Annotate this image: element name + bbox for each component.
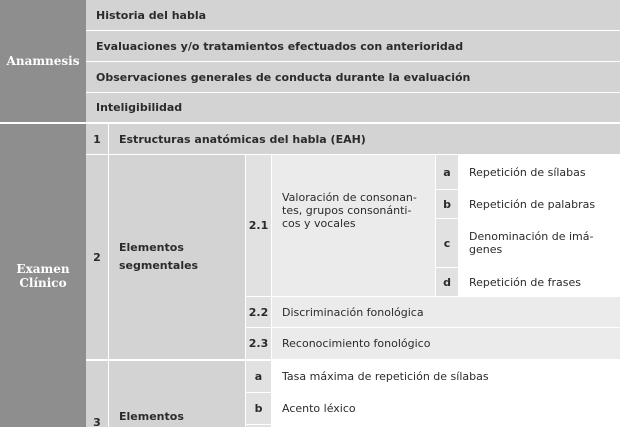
subsection-2-3-title: Reconocimiento fonológico: [272, 328, 620, 359]
subsection-2-2-title: Discriminación fonológica: [272, 297, 620, 327]
anamnesis-row-evaluations: Evaluaciones y/o tratamientos efectuados con anterioridad: [86, 31, 620, 61]
section-1-number: 1: [86, 124, 108, 154]
section-2-number: 2: [86, 155, 108, 359]
section-3-title: Elementos: [109, 361, 245, 427]
item-a-letter: a: [436, 155, 458, 189]
subsection-2-3-number: 2.3: [246, 328, 271, 359]
item-c-letter: c: [436, 219, 458, 267]
subsection-2-1-title: Valoración de consonan-tes, grupos consonánti-cos y vocales: [272, 155, 435, 296]
examen-clinico-label: Examen Clínico: [0, 124, 86, 427]
anamnesis-row-intelligibility: Inteligibilidad: [86, 93, 620, 122]
section-3-item-a-text: Tasa máxima de repetición de sílabas: [272, 361, 620, 392]
section-3-number: 3: [86, 361, 108, 427]
section-2-title: Elementos segmentales: [109, 155, 245, 359]
anamnesis-row-observations: Observaciones generales de conducta durante la evaluación: [86, 62, 620, 92]
item-c-text: Denominación de imá-genes: [459, 219, 620, 267]
section-3-item-b-letter: b: [246, 393, 271, 424]
item-d-letter: d: [436, 268, 458, 296]
section-3-item-b-text: Acento léxico: [272, 393, 620, 424]
subsection-2-1-number: 2.1: [246, 155, 271, 296]
subsection-2-2-number: 2.2: [246, 297, 271, 327]
section-3-item-a-letter: a: [246, 361, 271, 392]
item-b-text: Repetición de palabras: [459, 190, 620, 218]
anamnesis-label: Anamnesis: [0, 0, 86, 122]
section-1-title: Estructuras anatómicas del habla (EAH): [109, 124, 620, 154]
item-b-letter: b: [436, 190, 458, 218]
anamnesis-row-history: Historia del habla: [86, 0, 620, 30]
item-a-text: Repetición de sílabas: [459, 155, 620, 189]
item-d-text: Repetición de frases: [459, 268, 620, 296]
